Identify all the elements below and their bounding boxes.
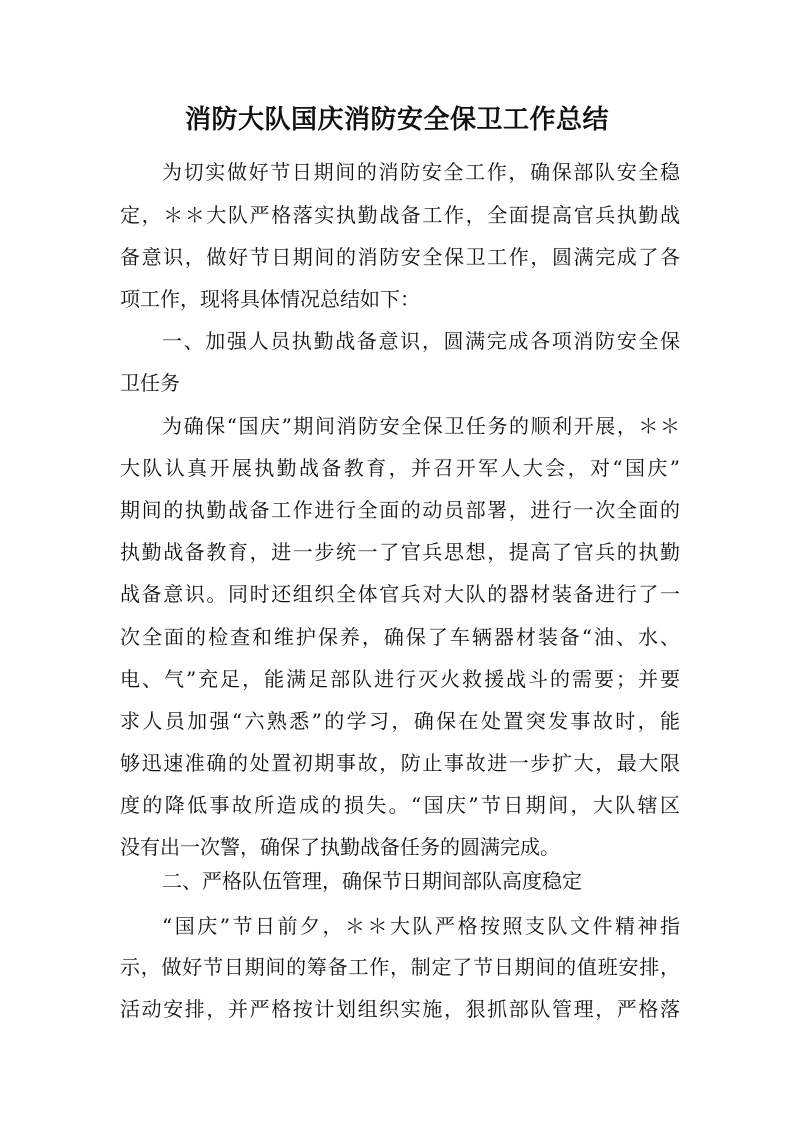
paragraph-line: 度的降低事故所造成的损失。“国庆”节日期间，大队辖区: [120, 793, 680, 817]
paragraph-line: 定，＊＊大队严格落实执勤战备工作，全面提高官兵执勤战: [120, 203, 680, 227]
paragraph-line: “国庆”节日前夕，＊＊大队严格按照支队文件精神指: [162, 914, 680, 938]
paragraph-line: 为确保“国庆”期间消防安全保卫任务的顺利开展，＊＊: [162, 414, 680, 438]
paragraph-line: 求人员加强“六熟悉”的学习，确保在处置突发事故时，能: [120, 709, 680, 733]
paragraph-line: 够迅速准确的处置初期事故，防止事故进一步扩大，最大限: [120, 751, 680, 775]
paragraph-line: 没有出一次警，确保了执勤战备任务的圆满完成。: [120, 835, 560, 859]
paragraph-line: 期间的执勤战备工作进行全面的动员部署，进行一次全面的: [120, 498, 680, 522]
paragraph-line: 次全面的检查和维护保养，确保了车辆器材装备“油、水、: [120, 625, 680, 649]
paragraph-line: 大队认真开展执勤战备教育，并召开军人大会，对“国庆”: [120, 456, 680, 480]
paragraph-line: 备意识，做好节日期间的消防安全保卫工作，圆满完成了各: [120, 245, 680, 269]
section-heading-line: 卫任务: [120, 371, 180, 395]
document-title: 消防大队国庆消防安全保卫工作总结: [184, 105, 609, 135]
section-heading-line: 二、严格队伍管理，确保节日期间部队高度稳定: [162, 869, 582, 893]
section-heading-line: 一、加强人员执勤战备意识，圆满完成各项消防安全保: [162, 329, 680, 353]
paragraph-line: 为切实做好节日期间的消防安全工作，确保部队安全稳: [162, 160, 680, 184]
paragraph-line: 执勤战备教育，进一步统一了官兵思想，提高了官兵的执勤: [120, 540, 680, 564]
paragraph-line: 电、气”充足，能满足部队进行灭火救援战斗的需要；并要: [120, 667, 680, 691]
paragraph-line: 战备意识。同时还组织全体官兵对大队的器材装备进行了一: [120, 582, 680, 606]
paragraph-line: 项工作，现将具体情况总结如下：: [120, 287, 420, 311]
paragraph-line: 活动安排，并严格按计划组织实施，狠抓部队管理，严格落: [120, 997, 680, 1021]
paragraph-line: 示，做好节日期间的筹备工作，制定了节日期间的值班安排，: [120, 955, 680, 979]
